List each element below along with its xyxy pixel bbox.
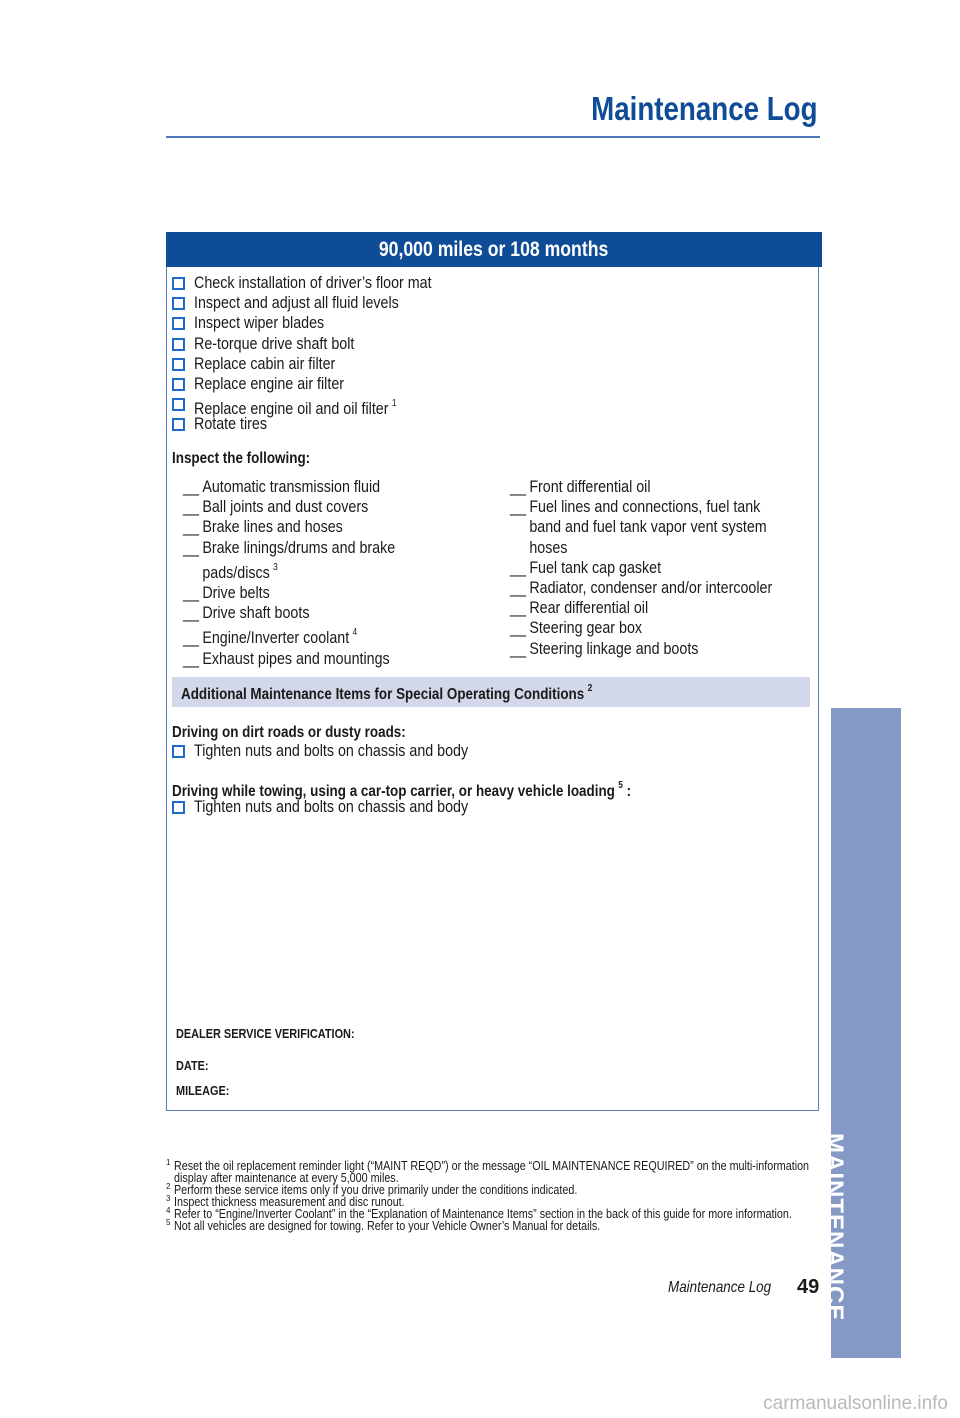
inspect-item: __ Rear differential oil [510, 598, 649, 618]
watermark: carmanualsonline.info [763, 1393, 948, 1414]
towing-list [172, 797, 520, 817]
page-title: Maintenance Log [591, 90, 818, 127]
mileage-label: MILEAGE: [176, 1083, 230, 1098]
inspect-item: __ Steering gear box [510, 618, 643, 638]
inspect-item: __ Exhaust pipes and mountings [183, 648, 390, 668]
footnote: 4 Refer to “Engine/Inverter Coolant” in the “Explanation of Maintenance Items” section in the back of this guide for more information. [166, 1206, 792, 1222]
interval-header [166, 232, 822, 267]
dusty-roads-heading: Driving on dirt roads or dusty roads: [172, 724, 406, 741]
footnote: 5 Not all vehicles are designed for towing. Refer to your Vehicle Owner’s Manual for details. [166, 1218, 601, 1234]
checkbox[interactable] [172, 418, 185, 431]
inspect-item: __ Drive shaft boots [183, 603, 310, 623]
inspect-item: __ Fuel lines and connections, fuel tank [510, 497, 761, 517]
special-conditions-heading: Additional Maintenance Items for Special Operating Conditions $^2$ [181, 683, 593, 703]
towing-heading: Driving while towing, using a car-top carrier, or heavy vehicle loading $^5$ : [172, 780, 632, 800]
footer-section-label: Maintenance Log [668, 1279, 772, 1296]
dealer-service-verification-label: DEALER SERVICE VERIFICATION: [176, 1026, 355, 1041]
list-item: Tighten nuts and bolts on chassis and body [172, 741, 520, 761]
inspect-item: __ Brake linings/drums and brake [183, 537, 396, 557]
checkbox[interactable] [172, 378, 185, 391]
list-item: Tighten nuts and bolts on chassis and body [172, 797, 520, 817]
checkbox[interactable] [172, 358, 185, 371]
checklist-item: Inspect and adjust all fluid levels [172, 293, 477, 313]
date-label: DATE: [176, 1058, 209, 1073]
checkbox[interactable] [172, 338, 185, 351]
inspect-item: __ Drive belts [183, 583, 270, 603]
checkbox[interactable] [172, 297, 185, 310]
inspect-heading: Inspect the following: [172, 450, 311, 467]
inspect-item: __ Front differential oil [510, 477, 651, 496]
checkbox[interactable] [172, 801, 185, 814]
inspect-item: __ Automatic transmission fluid [183, 477, 381, 496]
footnotes [166, 1160, 820, 1233]
checklist-item: Inspect wiper blades [172, 313, 477, 333]
checkbox[interactable] [172, 317, 185, 330]
page-number: 49 [797, 1276, 820, 1298]
checkbox[interactable] [172, 398, 185, 411]
checkbox[interactable] [172, 277, 185, 290]
footnote: 3 Inspect thickness measurement and disc runout. [166, 1194, 405, 1210]
checklist-item: Replace cabin air filter [172, 354, 477, 374]
interval-title: 90,000 miles or 108 months [379, 238, 609, 261]
checkbox[interactable] [172, 745, 185, 758]
footnote: 1 Reset the oil replacement reminder light (“MAINT REQD”) or the message “OIL MAINTENANCE REQUIRED” on the multi-information display after maintenance at every 5,000 miles. [166, 1158, 810, 1186]
inspect-item-continuation: band and fuel tank vapor vent system [529, 517, 767, 537]
inspect-list-left [183, 477, 436, 669]
inspect-item-continuation: hoses [529, 537, 568, 557]
inspect-item: __ Engine/Inverter coolant $^4$ [183, 627, 358, 648]
footnote: 2 Perform these service items only if you drive primarily under the conditions indicated. [166, 1182, 578, 1198]
checklist-item: Rotate tires [172, 414, 477, 434]
inspect-item: __ Radiator, condenser and/or intercooler [510, 578, 773, 598]
dusty-roads-list [172, 741, 520, 761]
checklist-item: Replace engine air filter [172, 374, 477, 394]
inspect-item: __ Ball joints and dust covers [183, 497, 369, 517]
inspect-list-right [510, 477, 822, 659]
section-side-tab-label: MAINTENANCE [821, 1133, 848, 1322]
inspect-item: __ Fuel tank cap gasket [510, 557, 662, 577]
inspect-item-continuation: pads/discs $^3$ [202, 561, 278, 582]
inspect-item: __ Brake lines and hoses [183, 517, 343, 537]
checklist-item: Replace engine oil and oil filter $^1$ [172, 394, 477, 414]
inspect-item: __ Steering linkage and boots [510, 638, 699, 658]
checklist [172, 273, 477, 435]
checklist-item: Check installation of driver’s floor mat [172, 273, 477, 293]
title-rule [166, 136, 820, 138]
checklist-item: Re-torque drive shaft bolt [172, 334, 477, 354]
